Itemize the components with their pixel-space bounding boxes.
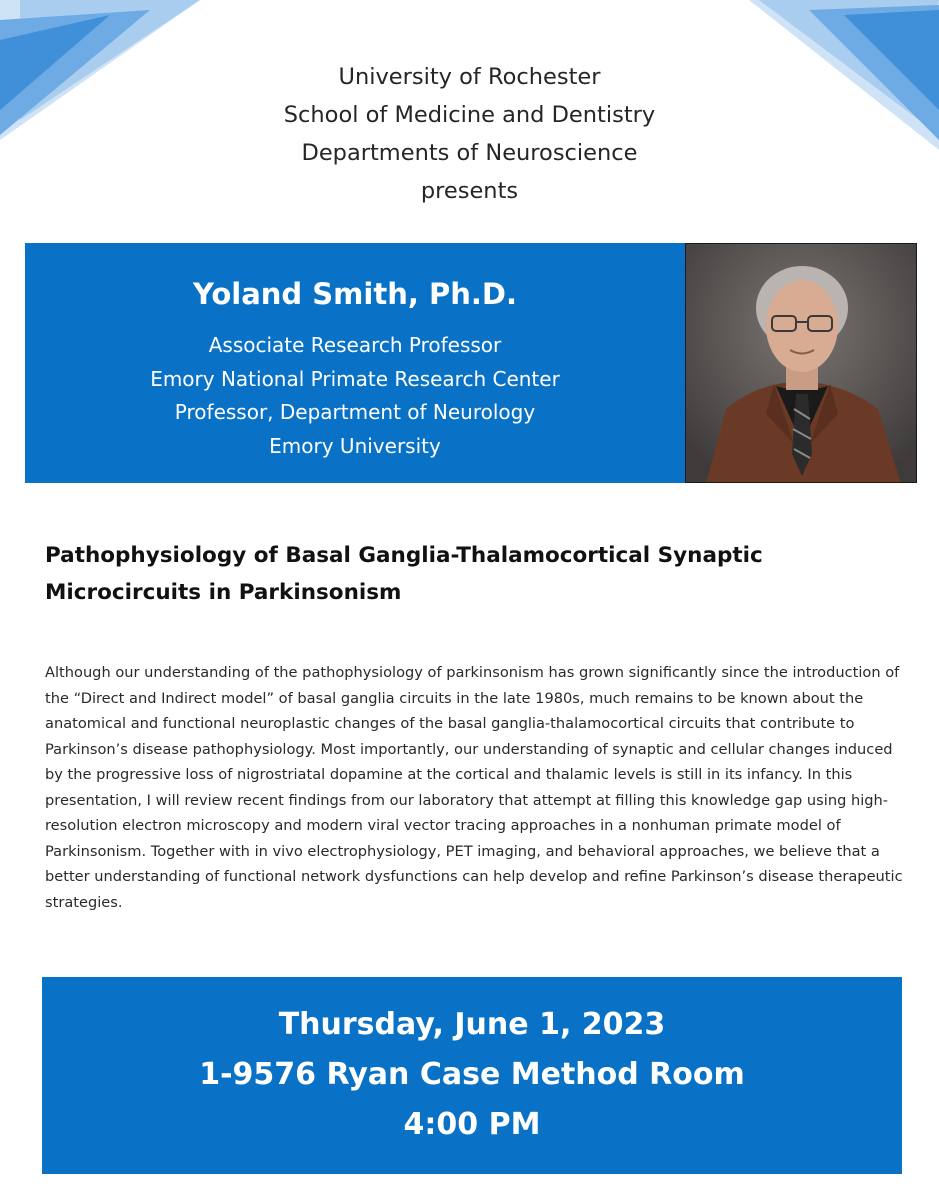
speaker-photo — [685, 243, 917, 483]
speaker-portrait-illustration — [686, 244, 917, 483]
talk-title-line-2: Microcircuits in Parkinsonism — [45, 580, 402, 605]
speaker-name: Yoland Smith, Ph.D. — [193, 277, 517, 311]
speaker-affiliation-3: Professor, Department of Neurology — [174, 400, 536, 424]
header-university: University of Rochester — [338, 64, 601, 90]
speaker-band — [25, 243, 685, 483]
speaker-affiliation-1: Associate Research Professor — [208, 333, 502, 357]
header-presents: presents — [420, 178, 519, 204]
speaker-affiliation-4: Emory University — [269, 433, 441, 458]
header-department: Departments of Neuroscience — [301, 140, 638, 166]
event-time: 4:00 PM — [403, 1107, 541, 1142]
header-school: School of Medicine and Dentistry — [283, 102, 656, 128]
event-date: Thursday, June 1, 2023 — [278, 1007, 666, 1042]
talk-title — [45, 537, 875, 611]
host-header — [0, 58, 939, 210]
event-details-band — [42, 977, 902, 1174]
event-location: 1-9576 Ryan Case Method Room — [199, 1057, 745, 1092]
speaker-affiliations — [25, 329, 685, 463]
talk-abstract: Although our understanding of the pathophysiology of parkinsonism has grown significantly since the introduction of the “Direct and Indirect model” of basal ganglia circuits in the late 1980s, much remains to be known about the anatomical and functional neuroplastic changes of the basal ganglia-thalamocortical circuits that contribute to Parkinson’s disease pathophysiology. Most importantly, our understanding of synaptic and cellular changes induced by the progressive loss of nigrostriatal dopamine at the cortical and thalamic levels is still in its infancy. In this presentation, I will review recent findings from our laboratory that attempt at filling this knowledge gap using high-resolution electron microscopy and modern viral vector tracing approaches in a nonhuman primate model of Parkinsonism. Together with in vivo electrophysiology, PET imaging, and behavioral approaches, we believe that a better understanding of functional network dysfunctions can help develop and refine Parkinson’s disease therapeutic strategies. — [45, 664, 903, 911]
speaker-affiliation-2: Emory National Primate Research Center — [150, 366, 560, 391]
talk-title-line-1: Pathophysiology of Basal Ganglia-Thalamocortical Synaptic — [45, 543, 763, 568]
